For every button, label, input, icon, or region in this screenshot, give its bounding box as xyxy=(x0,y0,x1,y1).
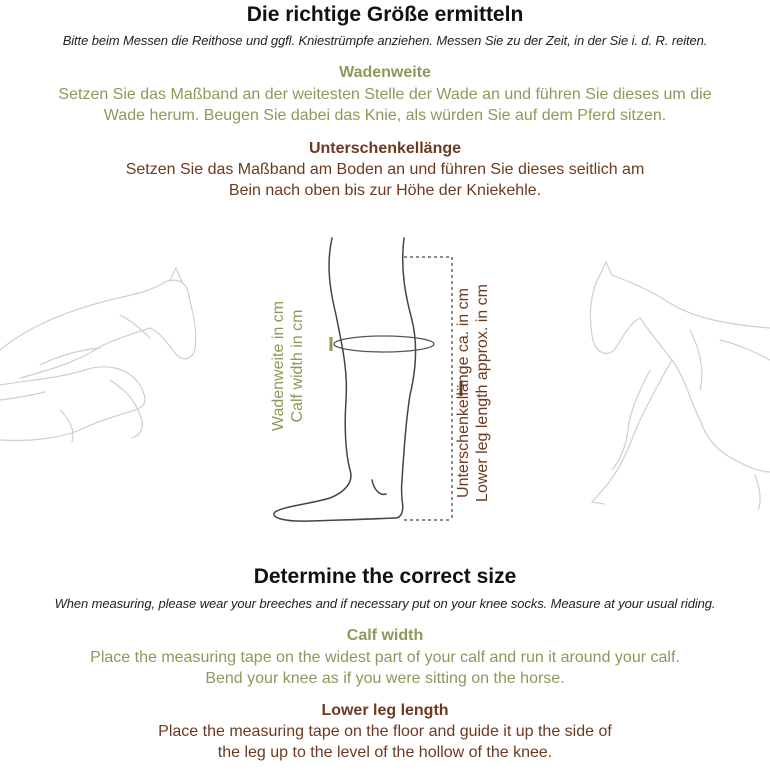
title-en: Determine the correct size xyxy=(253,565,517,588)
leg-text-en xyxy=(0,721,770,763)
leg-length-label-en: Lower leg length approx. in cm xyxy=(474,284,491,502)
leg-heading-de: Unterschenkellänge xyxy=(308,140,462,157)
leg-text-de xyxy=(0,159,770,201)
leg-text-en-line-1: Place the measuring tape on the floor and guide it up the side of xyxy=(158,723,612,740)
note-en: When measuring, please wear your breeches and if necessary put on your knee socks. Measure at your usual riding. xyxy=(54,596,716,611)
leg-text-de-line-1: Setzen Sie das Maßband am Boden an und führen Sie dieses seitlich am xyxy=(125,161,645,178)
horse-sketch-right xyxy=(590,262,770,510)
calf-label xyxy=(269,286,309,446)
illustration-svg xyxy=(0,220,770,530)
calf-heading-en: Calf width xyxy=(346,627,424,644)
leg-text-de-line-2: Bein nach oben bis zur Höhe der Kniekehle. xyxy=(228,182,542,199)
calf-text-en-line-1: Place the measuring tape on the widest part of your calf and run it around your calf. xyxy=(90,649,680,666)
calf-heading-de: Wadenweite xyxy=(339,64,431,81)
calf-text-de xyxy=(0,84,770,126)
calf-label-en: Calf width in cm xyxy=(289,309,306,423)
leg-heading-en: Lower leg length xyxy=(321,702,449,719)
title-de: Die richtige Größe ermitteln xyxy=(246,3,524,26)
calf-text-de-line-2: Wade herum. Beugen Sie dabei das Knie, als würden Sie auf dem Pferd sitzen. xyxy=(103,107,667,124)
calf-text-en xyxy=(0,647,770,689)
measurement-illustration xyxy=(0,220,770,530)
calf-tape xyxy=(334,336,434,352)
calf-text-en-line-2: Bend your knee as if you were sitting on the horse. xyxy=(205,670,565,687)
note-de: Bitte beim Messen die Reithose und ggfl. Kniestrümpfe anziehen. Messen Sie zu der Zeit, in der Sie i. d. R. reiten. xyxy=(62,33,708,48)
horse-sketch-left xyxy=(0,268,196,442)
leg-length-label-de: Unterschenkellänge ca. in cm xyxy=(455,288,472,498)
calf-label-de: Wadenweite in cm xyxy=(270,300,287,432)
calf-text-de-line-1: Setzen Sie das Maßband an der weitesten Stelle der Wade an und führen Sie dieses um die xyxy=(58,86,712,103)
leg-text-en-line-2: the leg up to the level of the hollow of the knee. xyxy=(217,744,553,761)
leg-length-label xyxy=(454,268,494,518)
